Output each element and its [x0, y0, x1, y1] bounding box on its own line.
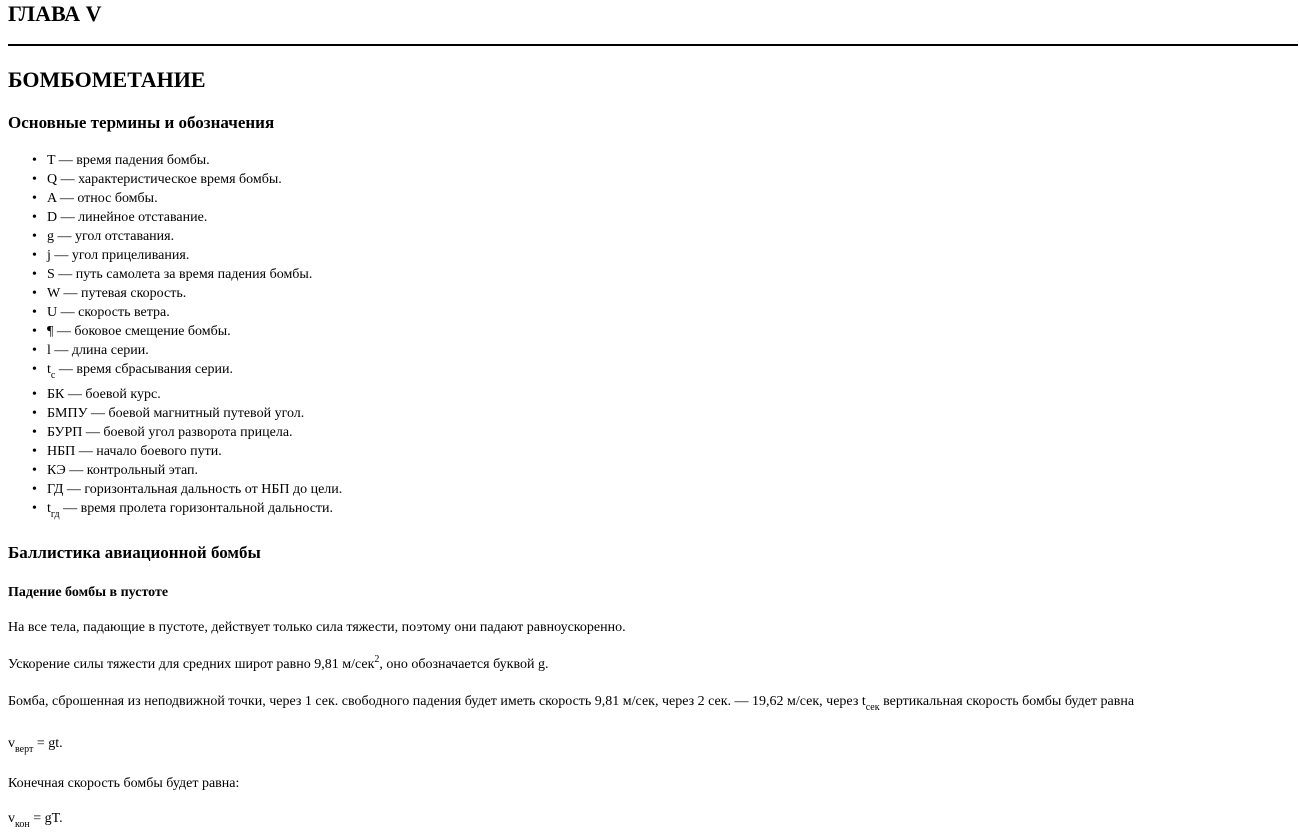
superscript: 2: [374, 654, 380, 665]
list-item: [47, 499, 342, 518]
formula-vertical-velocity: [8, 734, 63, 753]
term-text: — время сбрасывания серии.: [55, 362, 233, 377]
term-text: — время пролета горизонтальной дальности.: [59, 501, 334, 516]
formula-symbol: v: [8, 811, 15, 826]
text-span: = gt.: [33, 736, 63, 751]
term-text: l — длина серии.: [47, 343, 149, 358]
terms-list: [8, 151, 342, 518]
list-item: [47, 360, 342, 379]
term-text: БМПУ — боевой магнитный путевой угол.: [47, 406, 305, 421]
term-text: A — относ бомбы.: [47, 191, 158, 206]
list-item: [47, 151, 342, 170]
subscript: сек: [865, 702, 880, 713]
list-item: [47, 341, 342, 360]
subscript: кон: [15, 819, 30, 830]
list-item: [47, 265, 342, 284]
paragraph-velocity: [8, 692, 1134, 711]
term-text: КЭ — контрольный этап.: [47, 463, 199, 478]
chapter-title: ГЛАВА V: [8, 1, 102, 26]
term-text: U — скорость ветра.: [47, 305, 170, 320]
term-text: БУРП — боевой угол разворота прицела.: [47, 425, 293, 440]
document-page: [8, 0, 1298, 830]
term-text: ¶ — боковое смещение бомбы.: [47, 324, 231, 339]
term-text: НБП — начало боевого пути.: [47, 444, 222, 459]
list-item: [47, 303, 342, 322]
formula-final-velocity: [8, 809, 63, 828]
term-subscript: c: [50, 370, 56, 381]
term-text: W — путевая скорость.: [47, 286, 187, 301]
horizontal-rule: [8, 44, 1298, 46]
list-item: [47, 385, 342, 404]
term-text: D — линейное отставание.: [47, 210, 208, 225]
list-item: [47, 170, 342, 189]
list-item: [47, 442, 342, 461]
list-item: [47, 423, 342, 442]
text-span: , оно обозначается буквой g.: [379, 657, 549, 672]
list-item: [47, 227, 342, 246]
paragraph-final-velocity: Конечная скорость бомбы будет равна:: [8, 776, 240, 791]
term-text: Q — характеристическое время бомбы.: [47, 172, 282, 187]
term-text: j — угол прицеливания.: [47, 248, 190, 263]
term-text: g — угол отставания.: [47, 229, 175, 244]
chapter-subtitle: БОМБОМЕТАНИЕ: [8, 67, 206, 92]
list-item: [47, 322, 342, 341]
list-item: [47, 461, 342, 480]
term-text: T — время падения бомбы.: [47, 153, 210, 168]
list-item: [47, 208, 342, 227]
text-span: = gT.: [29, 811, 63, 826]
term-symbol: t: [47, 501, 51, 516]
formula-symbol: v: [8, 736, 15, 751]
text-span: вертикальная скорость бомбы будет равна: [879, 694, 1135, 709]
text-span: Ускорение силы тяжести для средних широт равно 9,81 м/сек: [8, 657, 375, 672]
list-item: [47, 404, 342, 423]
list-item: [47, 189, 342, 208]
paragraph-acceleration: [8, 655, 548, 674]
list-item: [47, 284, 342, 303]
subscript: верт: [15, 744, 34, 755]
ballistics-heading: Баллистика авиационной бомбы: [8, 543, 261, 562]
text-span: Бомба, сброшенная из неподвижной точки, через 1 сек. свободного падения будет иметь скорость 9,81 м/сек, через 2 сек. — 19,62 м/сек, через t: [8, 694, 866, 709]
term-text: БК — боевой курс.: [47, 387, 161, 402]
vacuum-fall-heading: Падение бомбы в пустоте: [8, 585, 169, 600]
term-text: S — путь самолета за время падения бомбы.: [47, 267, 313, 282]
terms-heading: Основные термины и обозначения: [8, 113, 275, 132]
term-subscript: гд: [50, 509, 60, 520]
paragraph-gravity: На все тела, падающие в пустоте, действует только сила тяжести, поэтому они падают равноускоренно.: [8, 620, 626, 635]
term-text: ГД — горизонтальная дальность от НБП до цели.: [47, 482, 343, 497]
term-symbol: t: [47, 362, 51, 377]
list-item: [47, 480, 342, 499]
list-item: [47, 246, 342, 265]
